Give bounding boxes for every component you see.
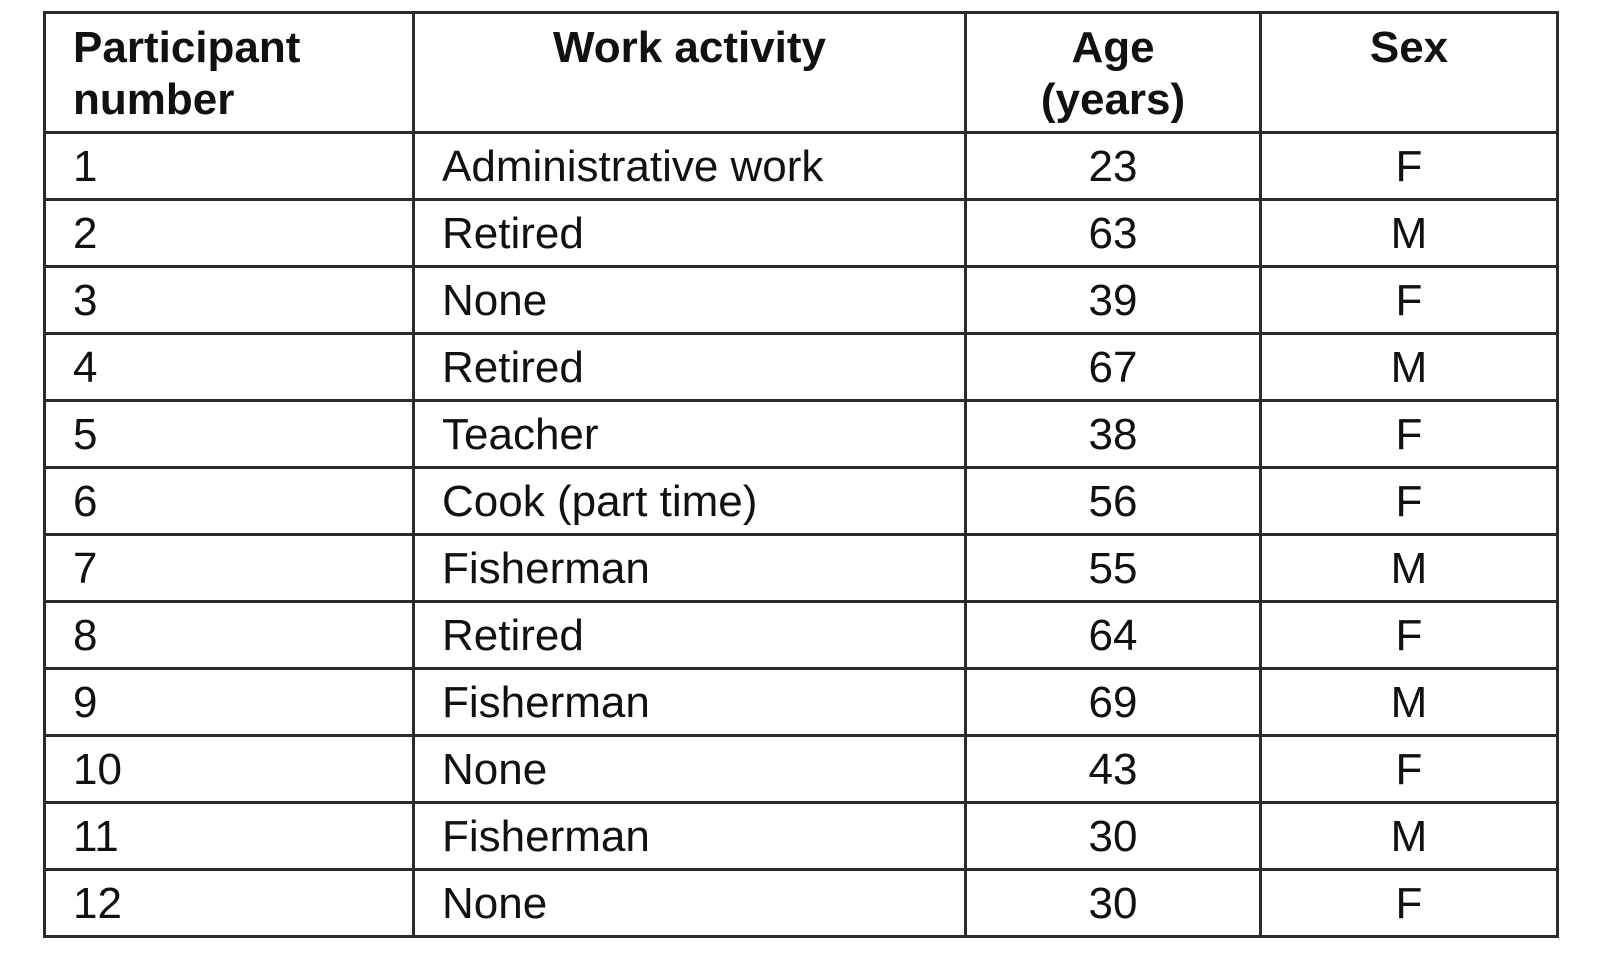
cell-participant-number: 11 [45,803,414,870]
cell-age: 43 [966,736,1261,803]
cell-sex: M [1261,200,1558,267]
header-line: number [73,75,235,124]
header-line: Work activity [552,23,827,72]
cell-age: 23 [966,133,1261,200]
cell-sex: M [1261,535,1558,602]
cell-work-activity: Administrative work [414,133,966,200]
table-row [45,602,1558,669]
cell-sex: F [1261,401,1558,468]
cell-participant-number: 3 [45,267,414,334]
cell-sex: M [1261,669,1558,736]
cell-age: 30 [966,870,1261,937]
cell-work-activity: None [414,870,966,937]
cell-participant-number: 9 [45,669,414,736]
table-row [45,133,1558,200]
participants-table [43,11,1559,938]
table-row [45,334,1558,401]
cell-work-activity: Retired [414,200,966,267]
cell-age: 63 [966,200,1261,267]
cell-work-activity: Retired [414,602,966,669]
cell-work-activity: Fisherman [414,535,966,602]
cell-sex: F [1261,133,1558,200]
table-row [45,669,1558,736]
cell-sex: F [1261,736,1558,803]
cell-participant-number: 2 [45,200,414,267]
table-row [45,803,1558,870]
table-row [45,736,1558,803]
cell-work-activity: None [414,267,966,334]
cell-sex: F [1261,602,1558,669]
header-row [45,13,1558,133]
cell-participant-number: 5 [45,401,414,468]
table-row [45,468,1558,535]
cell-participant-number: 1 [45,133,414,200]
cell-age: 39 [966,267,1261,334]
cell-sex: F [1261,870,1558,937]
table-row [45,535,1558,602]
header-line: Age [1071,23,1155,72]
cell-age: 64 [966,602,1261,669]
cell-work-activity: Cook (part time) [414,468,966,535]
table-row [45,870,1558,937]
header-sex [1261,13,1558,133]
table-header [45,13,1558,133]
cell-sex: M [1261,334,1558,401]
header-participant-number [45,13,414,133]
cell-work-activity: Teacher [414,401,966,468]
header-line: Participant [73,23,301,72]
cell-participant-number: 8 [45,602,414,669]
cell-work-activity: None [414,736,966,803]
cell-participant-number: 4 [45,334,414,401]
cell-work-activity: Fisherman [414,803,966,870]
cell-work-activity: Retired [414,334,966,401]
cell-sex: F [1261,267,1558,334]
cell-age: 56 [966,468,1261,535]
participants-table-container [43,11,1556,938]
cell-age: 55 [966,535,1261,602]
table-row [45,267,1558,334]
cell-sex: M [1261,803,1558,870]
table-row [45,200,1558,267]
cell-age: 30 [966,803,1261,870]
header-line: Sex [1369,23,1449,72]
cell-sex: F [1261,468,1558,535]
cell-participant-number: 10 [45,736,414,803]
header-age [966,13,1261,133]
header-line: (years) [1040,75,1186,124]
cell-age: 67 [966,334,1261,401]
cell-participant-number: 6 [45,468,414,535]
cell-age: 38 [966,401,1261,468]
header-work-activity [414,13,966,133]
cell-age: 69 [966,669,1261,736]
cell-participant-number: 7 [45,535,414,602]
table-row [45,401,1558,468]
table-body [45,133,1558,937]
cell-work-activity: Fisherman [414,669,966,736]
cell-participant-number: 12 [45,870,414,937]
